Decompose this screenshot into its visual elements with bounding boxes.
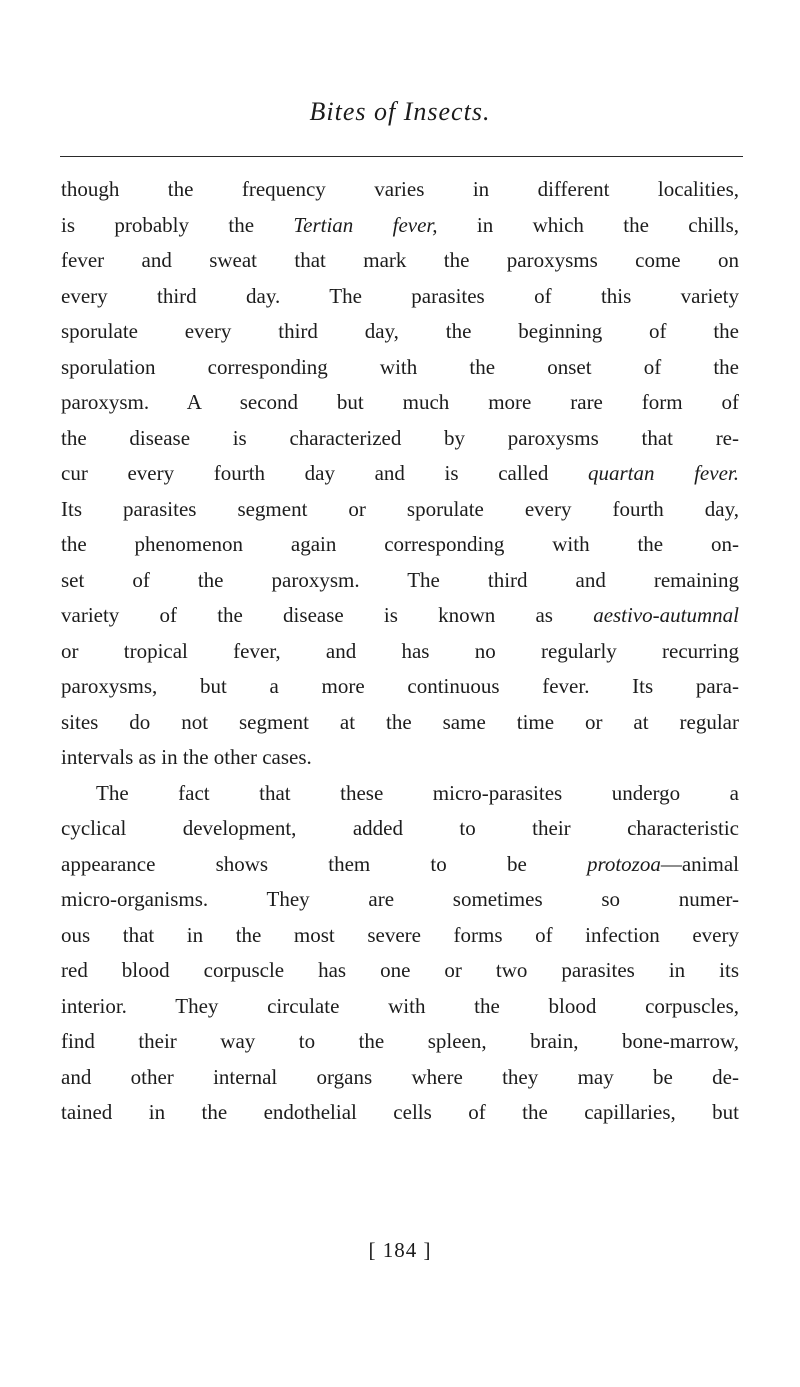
text-line bbox=[61, 847, 739, 883]
text-line bbox=[61, 634, 739, 670]
italic-text: Tertian fever, bbox=[293, 212, 438, 237]
text-line bbox=[61, 705, 739, 741]
text-segment: set of the paroxysm. The third and remaining bbox=[61, 567, 739, 592]
text-segment: interior. They circulate with the blood corpuscles, bbox=[61, 993, 739, 1018]
text-segment: though the frequency varies in different localities, bbox=[61, 177, 739, 201]
text-segment: The fact that these micro-parasites undergo a bbox=[96, 780, 739, 805]
text-line bbox=[61, 350, 739, 386]
text-segment: sporulation corresponding with the onset of the bbox=[61, 354, 739, 379]
text-line bbox=[61, 421, 739, 457]
text-segment: variety of the disease is known as bbox=[61, 603, 594, 627]
text-segment: or tropical fever, and has no regularly recurring bbox=[61, 638, 739, 663]
text-segment: paroxysm. A second but much more rare form of bbox=[61, 390, 739, 414]
text-segment: intervals as in the other cases. bbox=[61, 745, 312, 769]
text-line bbox=[61, 1024, 739, 1060]
text-line bbox=[61, 563, 739, 599]
text-segment: tained in the endothelial cells of the capillaries, but bbox=[61, 1100, 739, 1124]
text-line bbox=[61, 811, 739, 847]
text-line bbox=[61, 385, 739, 421]
text-line bbox=[61, 208, 739, 244]
text-segment: the phenomenon again corresponding with the on- bbox=[61, 532, 739, 556]
text-segment: and other internal organs where they may be de- bbox=[61, 1064, 739, 1089]
text-line bbox=[61, 279, 739, 315]
text-line bbox=[61, 243, 739, 279]
page-number: [ 184 ] bbox=[368, 1238, 432, 1262]
text-line bbox=[61, 882, 739, 918]
text-line bbox=[61, 669, 739, 705]
text-line bbox=[61, 598, 739, 634]
text-line bbox=[61, 527, 739, 563]
text-line bbox=[61, 953, 739, 989]
text-segment: sites do not segment at the same time or at regular bbox=[61, 709, 739, 734]
text-segment: micro-organisms. They are sometimes so numer- bbox=[61, 887, 739, 911]
running-head: Bites of Insects. bbox=[309, 97, 491, 126]
text-segment: appearance shows them to be bbox=[61, 851, 587, 876]
text-line bbox=[61, 172, 739, 208]
text-segment: Its parasites segment or sporulate every fourth day, bbox=[61, 496, 739, 521]
text-line bbox=[61, 456, 739, 492]
text-segment: sporulate every third day, the beginning of the bbox=[61, 319, 739, 343]
text-segment: in which the chills, bbox=[437, 212, 739, 237]
text-segment: cur every fourth day and is called bbox=[61, 461, 588, 485]
italic-text: aestivo-autumnal bbox=[593, 603, 739, 627]
text-segment: cyclical development, added to their characteristic bbox=[61, 816, 739, 840]
text-segment: find their way to the spleen, brain, bone-marrow, bbox=[61, 1029, 739, 1053]
text-segment: —animal bbox=[660, 851, 739, 876]
text-line bbox=[61, 314, 739, 350]
italic-text: quartan fever. bbox=[587, 461, 739, 485]
text-segment: is probably the bbox=[61, 212, 294, 237]
text-line bbox=[61, 740, 739, 776]
text-segment: paroxysms, but a more continuous fever. Its para- bbox=[61, 674, 739, 698]
text-segment: ous that in the most severe forms of infection every bbox=[61, 922, 739, 947]
text-segment: the disease is characterized by paroxysms that re- bbox=[61, 425, 739, 450]
text-line bbox=[61, 1060, 739, 1096]
body-text bbox=[61, 172, 739, 1131]
text-segment: fever and sweat that mark the paroxysms come on bbox=[61, 248, 739, 272]
header-rule bbox=[60, 156, 743, 157]
text-line bbox=[61, 918, 739, 954]
text-line bbox=[61, 1095, 739, 1131]
text-segment: red blood corpuscle has one or two parasites in its bbox=[61, 958, 739, 982]
italic-text: protozoa bbox=[586, 851, 661, 876]
text-line bbox=[61, 776, 739, 812]
text-line bbox=[61, 492, 739, 528]
text-line bbox=[61, 989, 739, 1025]
text-segment: every third day. The parasites of this variety bbox=[61, 283, 739, 308]
